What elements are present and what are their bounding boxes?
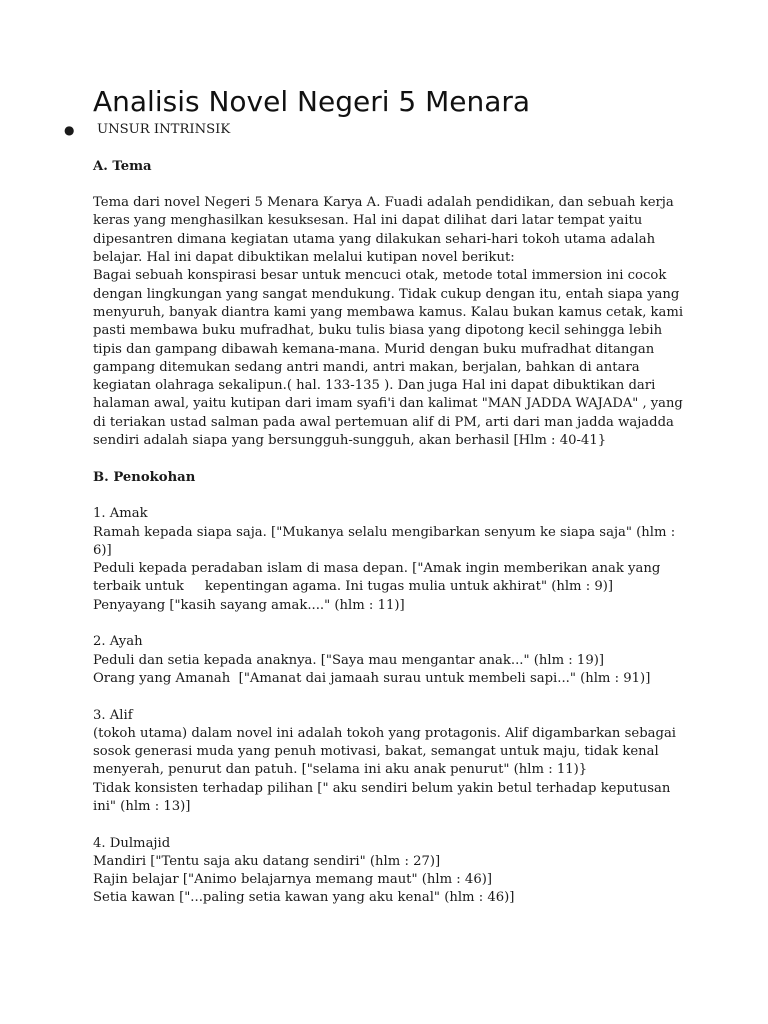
bullet-list-item [64,121,683,139]
text-line: (tokoh utama) dalam novel ini adalah tokoh yang protagonis. Alif digambarkan sebagai [93,725,677,741]
bullet-item-label: UNSUR INTRINSIK [97,122,231,137]
character-block [93,835,683,908]
bullet-icon: ● [64,123,75,137]
text-line: terbaik untuk kepentingan agama. Ini tugas mulia untuk akhirat" (hlm : 9)] [93,579,614,595]
text-line: halaman awal, yaitu kutipan dari imam syafi'i dan kalimat "MAN JADDA WAJADA" , yang [93,396,683,412]
text-line: Peduli dan setia kepada anaknya. ["Saya mau mengantar anak..." (hlm : 19)] [93,652,604,668]
text-line: dipesantren dimana kegiatan utama yang dilakukan sehari-hari tokoh utama adalah [93,231,656,247]
text-line: Tidak konsisten terhadap pilihan [" aku sendiri belum yakin betul terhadap keputusan [93,780,671,796]
section-a-paragraph [93,194,683,450]
text-line: menyerah, penurut dan patuh. ["selama ini aku anak penurut" (hlm : 11)} [93,762,588,778]
text-line: di teriakan ustad salman pada awal pertemuan alif di PM, arti dari man jadda wajadda [93,414,674,430]
character-name: 3. Alif [93,707,133,723]
text-line: Rajin belajar ["Animo belajarnya memang maut" (hlm : 46)] [93,872,492,888]
character-name: 4. Dulmajid [93,835,171,851]
text-line: Orang yang Amanah ["Amanat dai jamaah surau untuk membeli sapi..." (hlm : 91)] [93,670,651,686]
text-line: Mandiri ["Tentu saja aku datang sendiri" (hlm : 27)] [93,853,441,869]
text-line: Penyayang ["kasih sayang amak...." (hlm : 11)] [93,597,405,613]
page-title: Analisis Novel Negeri 5 Menara [93,85,531,118]
document-body [64,121,684,926]
text-line: Ramah kepada siapa saja. ["Mukanya selalu mengibarkan senyum ke siapa saja" (hlm : [93,524,676,540]
text-line: dengan lingkungan yang sangat mendukung. Tidak cukup dengan itu, entah siapa yang [93,286,680,302]
text-line: Peduli kepada peradaban islam di masa depan. ["Amak ingin memberikan anak yang [93,561,661,577]
text-line: menyuruh, banyak diantra kami yang membawa kamus. Kalau bukan kamus cetak, kami [93,304,684,320]
text-line: 6)] [93,542,112,558]
text-line: belajar. Hal ini dapat dibuktikan melalui kutipan novel berikut: [93,250,515,266]
character-name: 2. Ayah [93,634,143,650]
character-block [93,707,683,817]
text-line: keras yang menghasilkan kesuksesan. Hal ini dapat dilihat dari latar tempat yaitu [93,213,643,229]
character-name: 1. Amak [93,506,148,522]
section-a-heading: A. Tema [93,158,152,174]
character-list [93,505,683,908]
text-line: pasti membawa buku mufradhat, buku tulis biasa yang dipotong kecil sehingga lebih [93,323,663,339]
text-line: sosok generasi muda yang penuh motivasi, bakat, semangat untuk maju, tidak kenal [93,744,659,760]
character-block [93,633,683,688]
section-b-heading: B. Penokohan [93,469,196,485]
character-block [93,505,683,615]
text-line: tipis dan gampang dibawah kemana-mana. Murid dengan buku mufradhat ditangan [93,341,655,357]
text-line: ini" (hlm : 13)] [93,798,191,814]
text-line: Bagai sebuah konspirasi besar untuk mencuci otak, metode total immersion ini cocok [93,268,667,284]
text-line: sendiri adalah siapa yang bersungguh-sungguh, akan berhasil [Hlm : 40-41} [93,433,607,449]
text-line: gampang ditemukan sedang antri mandi, antri makan, berjalan, bahkan di antara [93,359,640,375]
text-line: Tema dari novel Negeri 5 Menara Karya A. Fuadi adalah pendidikan, dan sebuah kerja [93,195,674,211]
text-line: Setia kawan ["...paling setia kawan yang aku kenal" (hlm : 46)] [93,890,515,906]
text-line: kegiatan olahraga sekalipun.( hal. 133-135 ). Dan juga Hal ini dapat dibuktikan dari [93,378,656,394]
